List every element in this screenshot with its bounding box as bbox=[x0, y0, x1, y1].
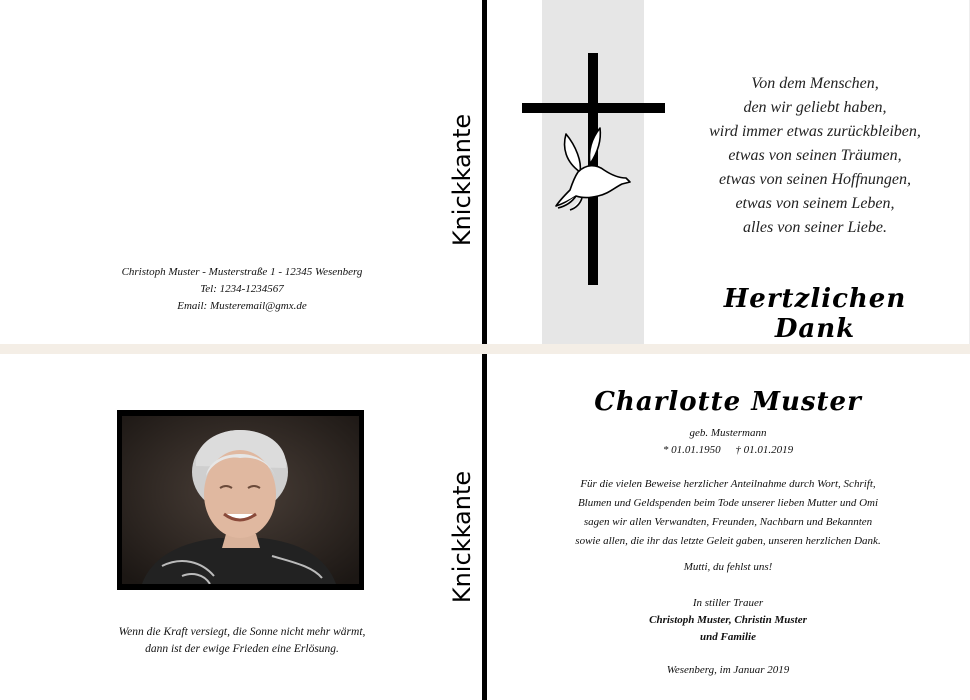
poem-line: den wir geliebt haben, bbox=[743, 99, 887, 116]
fold-line-top bbox=[482, 0, 487, 344]
poem-line: alles von seiner Liebe. bbox=[743, 219, 887, 236]
cross-icon-crossbar bbox=[522, 103, 665, 113]
poem bbox=[680, 72, 950, 240]
life-dates bbox=[560, 444, 896, 456]
death-date: † 01.01.2019 bbox=[735, 444, 794, 456]
poem-line: etwas von seinen Hoffnungen, bbox=[719, 171, 911, 188]
deceased-name: Charlotte Muster bbox=[594, 387, 862, 417]
thanks-text bbox=[540, 475, 916, 551]
portrait-image bbox=[122, 416, 359, 584]
contact-phone: Tel: 1234-1234567 bbox=[200, 283, 284, 295]
thanks-text-line: sagen wir allen Verwandten, Freunden, Nachbarn und Bekannten bbox=[583, 516, 873, 528]
born-name: geb. Mustermann bbox=[689, 427, 767, 439]
closing-line: Mutti, du fehlst uns! bbox=[683, 561, 773, 573]
birth-date: * 01.01.1950 bbox=[662, 444, 721, 456]
portrait-photo bbox=[117, 410, 364, 590]
thanks-heading: Hertzlichen Dank bbox=[723, 284, 907, 344]
thanks-text-line: Für die vielen Beweise herzlicher Anteilnahme durch Wort, Schrift, bbox=[580, 478, 876, 490]
poem-line: etwas von seinem Leben, bbox=[735, 195, 895, 212]
card-outer-side: Knickkante Christoph Muster - Musterstraße 1 - 12345 Wesenberg Tel: 1234-1234567 Email: Musteremail@gmx.de Von dem Menschen, den wir geliebt haben, wird immer etwas zurückbleiben, etwas von seinen Träumen, etwas von seinen Hoffnungen, etwas von seinem Leben, alles von seiner Liebe. Hertzlichen Dank bbox=[0, 0, 970, 344]
thanks-text-line: sowie allen, die ihr das letzte Geleit gaben, unseren herzlichen Dank. bbox=[575, 535, 881, 547]
contact-email: Email: Musteremail@gmx.de bbox=[177, 300, 307, 312]
thanks-text-line: Blumen und Geldspenden beim Tode unserer lieben Mutter und Omi bbox=[577, 497, 879, 509]
card-inner-side: Knickkante bbox=[0, 354, 970, 700]
dove-icon bbox=[552, 124, 634, 212]
saying-line: dann ist der ewige Frieden eine Erlösung. bbox=[145, 643, 339, 655]
saying bbox=[60, 624, 424, 658]
poem-line: wird immer etwas zurückbleiben, bbox=[709, 123, 921, 140]
mourning-intro: In stiller Trauer bbox=[692, 597, 764, 609]
contact-block bbox=[40, 264, 444, 315]
poem-line: Von dem Menschen, bbox=[751, 75, 879, 92]
contact-address: Christoph Muster - Musterstraße 1 - 12345 Wesenberg bbox=[121, 266, 363, 278]
poem-line: etwas von seinen Träumen, bbox=[728, 147, 902, 164]
page-separator bbox=[0, 344, 970, 354]
mourning-names-family: und Familie bbox=[700, 631, 756, 643]
fold-line-bottom bbox=[482, 354, 487, 700]
saying-line: Wenn die Kraft versiegt, die Sonne nicht mehr wärmt, bbox=[118, 626, 366, 638]
place-date: Wesenberg, im Januar 2019 bbox=[666, 664, 790, 676]
mourning-block bbox=[540, 595, 916, 646]
mourning-names: Christoph Muster, Christin Muster bbox=[649, 614, 807, 626]
